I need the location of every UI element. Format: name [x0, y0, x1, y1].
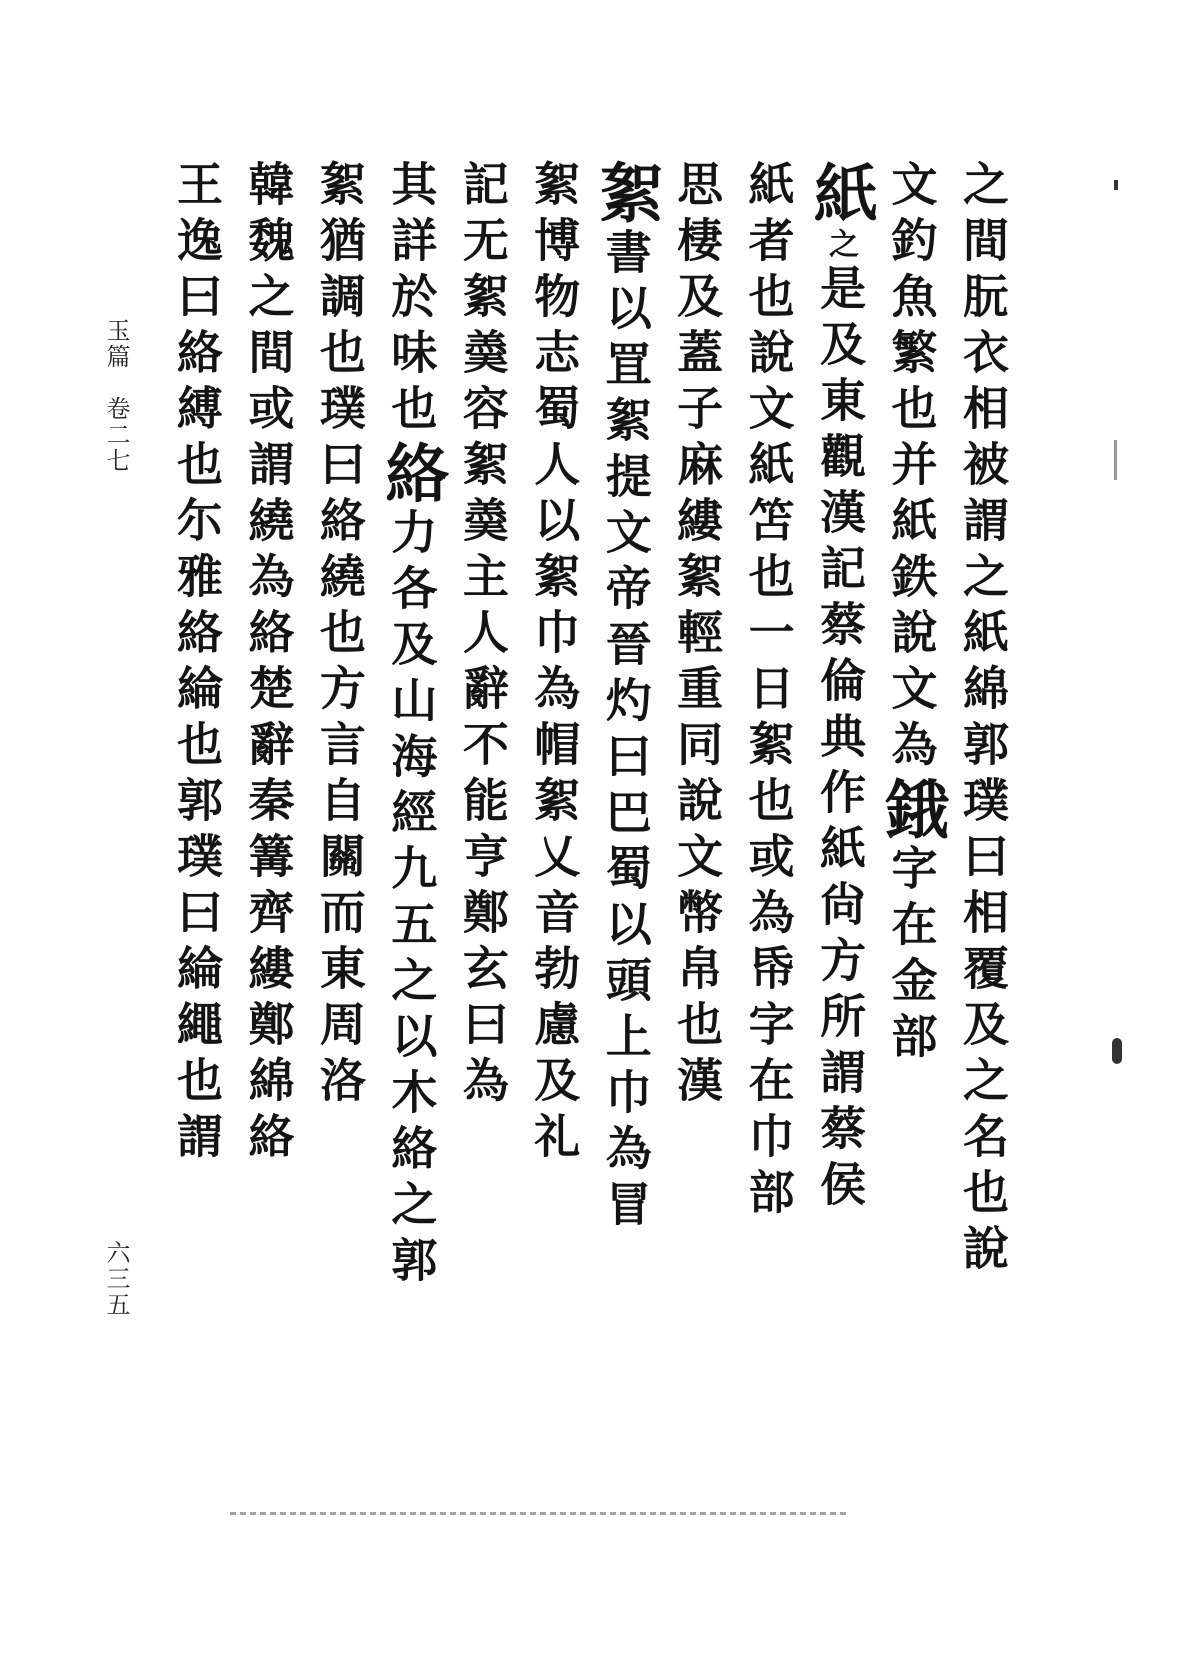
column-text: 韓魏之間或謂繞為絡楚辭秦篝齊縷鄭綿絡: [241, 160, 296, 1168]
vertical-text-block: [170, 160, 1010, 1580]
column-text: 力各及山海經九五之以木絡之郭: [384, 508, 439, 1292]
column-text: 文釣魚繁也并紙鉄說文為: [884, 160, 939, 776]
head-character: 紙: [803, 160, 879, 228]
running-head: [104, 318, 128, 474]
column-text: 其詳於味也: [384, 160, 439, 440]
text-column: [670, 160, 724, 1112]
text-column: [588, 160, 664, 1236]
text-column: [313, 160, 367, 1112]
text-column: [241, 160, 295, 1168]
column-text: 之間朊衣相被謂之紙綿郭璞曰相覆及之名也說: [955, 160, 1010, 1280]
scan-artifact-rule: [230, 1512, 850, 1515]
scan-edge-mark: [1114, 180, 1118, 190]
column-text: 絮猶調也璞曰絡繞也方言自關而東周洛: [312, 160, 367, 1112]
text-column: [456, 160, 510, 1112]
column-text: 字在金部: [884, 844, 939, 1068]
page-number: 六三五: [102, 1240, 130, 1318]
head-character: 絡: [374, 440, 450, 508]
column-text: 絮博物志蜀人以絮巾為帽絮乂音勃慮及礼: [527, 160, 582, 1168]
text-column: [527, 160, 581, 1168]
column-text: 王逸曰絡縛也尓雅絡綸也郭璞曰綸繩也謂: [170, 160, 224, 1168]
text-column: [374, 160, 450, 1292]
column-text: 之是及東觀漢記蔡倫典作紙尙方所謂蔡侯: [813, 228, 868, 1216]
text-column: [874, 160, 950, 1068]
book-title: 玉篇: [102, 318, 130, 370]
text-column: [742, 160, 796, 1224]
text-column: [170, 160, 224, 1168]
head-character: 絮: [588, 160, 664, 228]
column-text: 紙者也說文紙笘也一日絮也或為帋字在巾部: [741, 160, 796, 1224]
column-text: 思棲及蓋子麻縷絮輕重同說文幣帛也漢: [670, 160, 725, 1112]
column-text: 書以罝絮提文帝晉灼曰巴蜀以頭上巾為冒: [598, 228, 653, 1236]
scan-edge-mark: [1112, 1038, 1122, 1064]
text-column: [803, 160, 879, 1216]
volume-label: 卷二七: [102, 396, 130, 474]
scan-edge-mark: [1114, 440, 1117, 480]
text-column: [956, 160, 1010, 1280]
head-character: 鋨: [874, 776, 950, 844]
column-text: 記无絮羮容絮羮主人辭不能亨鄭玄曰為: [455, 160, 510, 1112]
